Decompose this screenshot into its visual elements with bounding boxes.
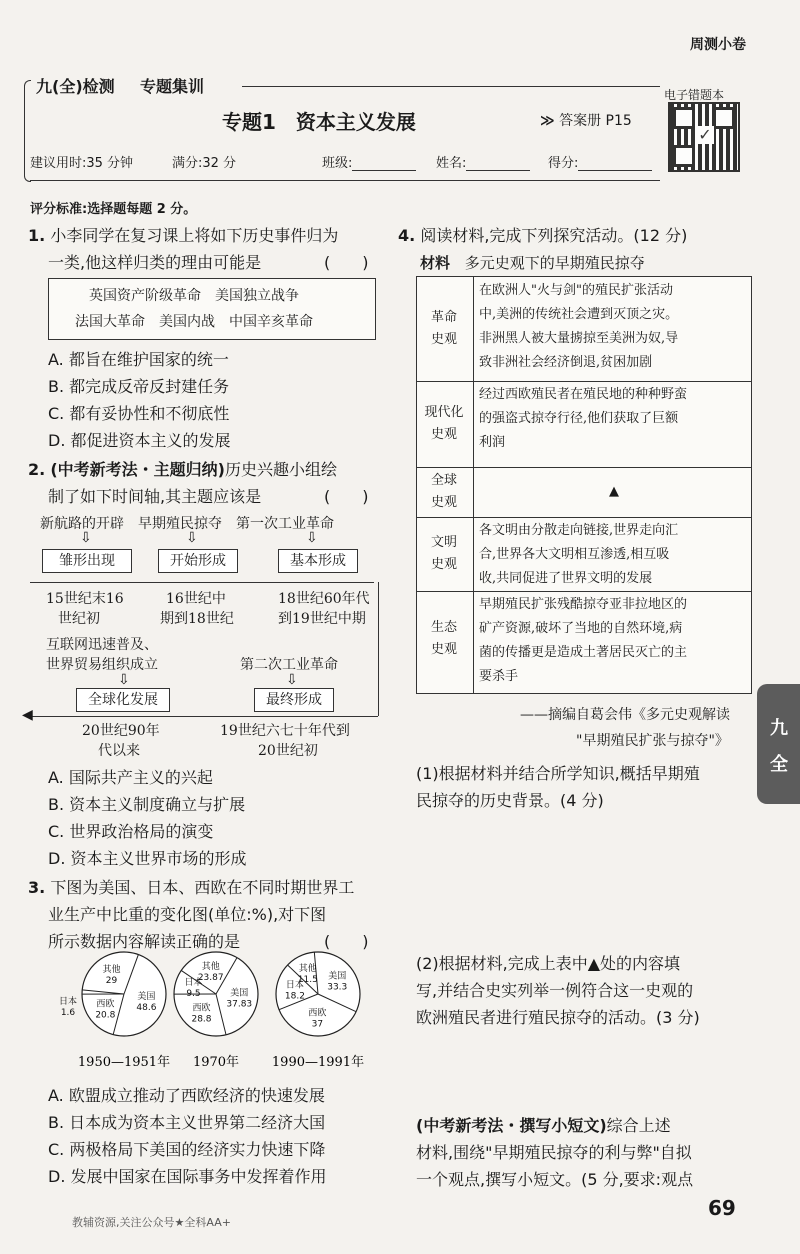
q4-sub2-line3: 欧洲殖民者进行殖民掠夺的活动。(3 分) [416,1008,700,1027]
pie-slice-value: 37.83 [226,999,253,1010]
qr-code-icon[interactable] [668,102,740,172]
arrow-down-icon: ⇩ [118,672,130,688]
q2-option-c[interactable]: C. 世界政治格局的演变 [48,822,214,841]
tl-arrow-left-icon: ◀ [22,707,33,723]
pie-slice-value: 33.3 [327,982,348,993]
q3-options [48,1082,327,1190]
q4-material-table [416,276,752,694]
q4-sub2 [416,950,700,1031]
table-row-label [417,307,471,351]
pie-slice-label: 西欧 [192,1003,211,1014]
q2-stem-line1: 历史兴趣小组绘 [224,460,337,479]
corner-label: 周测小卷 [690,37,746,53]
q4-number: 4. [398,226,416,245]
q1-stem-line2: 一类,他这样归类的理由可能是 [48,253,262,272]
table-row-text [479,519,749,591]
double-chevron-icon: ≫ [540,113,555,129]
table-row-label [417,617,471,661]
q3-option-a[interactable]: A. 欧盟成立推动了西欧经济的快速发展 [48,1086,325,1105]
side-tab [757,684,800,804]
pie-charts [40,950,380,1080]
page-title: 专题1 资本主义发展 [222,110,416,134]
pie-slice-label: 美国 [328,971,347,982]
q2-options [48,764,247,872]
pie-slice-value: 18.2 [284,991,305,1002]
pie-slice-label: 美国 [230,988,249,999]
pie-slice-value: 23.87 [197,973,224,984]
tl-time-2b: 期到18世纪 [160,611,234,627]
class-field[interactable] [322,152,416,171]
header-rule-bottom [30,180,660,181]
scoring-standard: 评分标准:选择题每题 2 分。 [30,202,197,217]
pie-slice-label: 其他 [102,965,121,976]
q3-option-b[interactable]: B. 日本成为资本主义世界第二经济大国 [48,1113,326,1132]
q4-sub3 [416,1112,693,1193]
q3-option-d[interactable]: D. 发展中国家在国际事务中发挥着作用 [48,1167,327,1186]
pie-slice-label: 西欧 [308,1008,327,1019]
arrow-down-icon: ⇩ [306,530,318,546]
q2-stem [28,456,388,510]
tl-time-1b: 世纪初 [58,611,100,627]
q4-sub1-answer-area[interactable] [416,820,746,940]
arrow-down-icon: ⇩ [186,530,198,546]
pie-slice-label: 其他 [298,963,317,974]
q4-source-line1: ——摘编自葛会伟《多元史观解读 [520,707,730,723]
table-row-label-line1: 文明 [430,535,457,550]
table-row-line: 非洲黑人被大量掳掠至美洲为奴,导 [479,331,679,346]
header-rule-top [242,86,660,87]
table-row-label-line2: 史观 [430,332,457,347]
table-row-label [417,402,471,446]
table-row-line: 矿产资源,破坏了当地的自然环境,病 [479,621,683,636]
q1-box-line1: 英国资产阶级革命 美国独立战争 [89,288,299,304]
table-row-divider [417,381,751,382]
table-row-line: 中,美洲的传统社会遭到灭顶之灾。 [479,307,679,322]
table-row-line: 各文明由分散走向链接,世界走向汇 [479,523,679,538]
table-row-line: 早期殖民扩张残酷掠夺亚非拉地区的 [479,597,688,612]
name-field[interactable] [436,152,530,171]
q4-sub1-line2: 民掠夺的历史背景。(4 分) [416,791,604,810]
pie-slice-value: 20.8 [95,1010,116,1021]
q2-tag: (中考新考法・主题归纳) [50,460,225,479]
q2-number: 2. [28,460,46,479]
q4-stem [398,222,687,249]
table-row-divider [417,591,751,592]
pie-slice-value: 29 [105,976,118,987]
q2-option-a[interactable]: A. 国际共产主义的兴起 [48,768,213,787]
table-row-text [479,279,749,375]
table-row-divider [417,467,751,468]
score-blank[interactable] [578,154,652,171]
series-label: 九(全)检测 [36,77,115,96]
pie-slice-label: 西欧 [96,999,115,1010]
table-row-line: ▲ [609,484,619,499]
q2-option-b[interactable]: B. 资本主义制度确立与扩展 [48,795,246,814]
tl-time-5b: 20世纪初 [258,743,318,759]
tl-stage-3: 基本形成 [278,549,358,573]
q1-stem [28,222,388,276]
q2-option-d[interactable]: D. 资本主义世界市场的形成 [48,849,247,868]
q4-source-line2: "早期殖民扩张与掠夺"》 [576,733,729,749]
q1-options [48,346,231,454]
pie-slice-label: 日本 [58,997,78,1007]
table-row-line: 合,世界各大文明相互渗透,相互吸 [479,547,670,562]
collection-label: 专题集训 [140,77,205,96]
q1-answer-paren[interactable]: ( ) [324,253,369,272]
q4-material-label: 材料 [420,254,451,272]
pie-slice-label: 日本 [184,978,203,989]
q1-option-a[interactable]: A. 都旨在维护国家的统一 [48,350,229,369]
q3-stem-line3: 所示数据内容解读正确的是 [48,932,241,951]
q4-sub1 [416,760,700,814]
q1-option-b[interactable]: B. 都完成反帝反封建任务 [48,377,230,396]
q4-sub3-line1: 综合上述 [606,1116,671,1135]
pie-period-label: 1990—1991年 [271,1055,365,1070]
table-row-line: 的强盗式掠夺行径,他们获取了巨额 [479,411,679,426]
suggested-time: 建议用时:35 分钟 [30,156,134,171]
tl-stage-4: 全球化发展 [76,688,170,712]
answer-ref-text: 答案册 P15 [559,113,632,129]
table-row-line: 在欧洲人"火与剑"的殖民扩张活动 [479,283,673,298]
tl-top-events: 新航路的开辟 早期殖民掠夺 第一次工业革命 [40,516,334,532]
tl-axis-connector [372,582,379,716]
q1-events-box [48,278,376,340]
q4-stem-text: 阅读材料,完成下列探究活动。(12 分) [420,226,688,245]
q3-option-c[interactable]: C. 两极格局下美国的经济实力快速下降 [48,1140,326,1159]
tl-time-1a: 15世纪末16 [46,591,124,607]
tl-time-4b: 代以来 [98,743,140,759]
pie-slice-value: 9.5 [186,989,201,1000]
page-number: 69 [708,1196,736,1220]
tl-time-3b: 到19世纪中期 [278,611,366,627]
class-blank[interactable] [352,154,416,171]
side-tab-char-1: 九 [770,718,788,739]
tl-axis-bottom [30,716,378,717]
tl-time-4a: 20世纪90年 [82,723,160,739]
pie-slice-label: 美国 [137,992,156,1003]
q1-stem-line1: 小李同学在复习课上将如下历史事件归为 [50,226,339,245]
q3-answer-paren[interactable]: ( ) [324,932,369,951]
pie-slice-value: 1.6 [60,1008,76,1018]
table-column-divider [473,277,474,693]
q1-box-line2: 法国大革命 美国内战 中国辛亥革命 [75,314,313,330]
table-row-label-line2: 史观 [430,495,457,510]
q1-option-d[interactable]: D. 都促进资本主义的发展 [48,431,231,450]
table-row-label [417,470,471,514]
table-row-label-line1: 现代化 [424,405,464,420]
class-label: 班级: [322,156,353,171]
q3-number: 3. [28,878,46,897]
pie-slice-label: 其他 [201,962,220,973]
q4-sub3-line2: 材料,围绕"早期殖民掠夺的利与弊"自拟 [416,1143,692,1162]
answer-ref [540,110,632,130]
table-row-line: 利润 [479,435,506,450]
tl-left-event-2: 世界贸易组织成立 [46,657,158,673]
pie-slice-value: 11.5 [297,974,318,985]
name-label: 姓名: [436,156,467,171]
table-row-label-line1: 全球 [430,473,457,488]
q3-stem [28,874,388,955]
tl-time-5a: 19世纪六七十年代到 [220,723,350,739]
pie-slice-value: 48.6 [136,1003,157,1014]
q1-option-c[interactable]: C. 都有妥协性和不彻底性 [48,404,230,423]
table-row-label-line1: 革命 [430,310,457,325]
tl-left-event-1: 互联网迅速普及、 [46,637,158,653]
tl-right-event: 第二次工业革命 [240,657,338,673]
table-row-label-line2: 史观 [430,642,457,657]
arrow-down-icon: ⇩ [80,530,92,546]
table-row-label [417,532,471,576]
q4-sub1-line1: (1)根据材料并结合所学知识,概括早期殖 [416,764,700,783]
tl-time-2a: 16世纪中 [166,591,226,607]
table-row-line: 致非洲社会经济倒退,贫困加剧 [479,355,653,370]
table-row-line: 要杀手 [479,669,519,684]
q4-sub2-answer-area[interactable] [416,1036,746,1102]
q2-stem-line2: 制了如下时间轴,其主题应该是 [48,487,262,506]
table-row-label-line2: 史观 [430,557,457,572]
pie-slice-value: 28.8 [191,1014,212,1025]
side-tab-char-2: 全 [770,754,788,775]
pie-slice-value: 37 [311,1019,324,1030]
check-icon: ✓ [696,126,714,144]
q4-sub3-line3: 一个观点,撰写小短文。(5 分,要求:观点 [416,1170,694,1189]
q4-sub3-tag: (中考新考法・撰写小短文) [416,1116,607,1135]
pie-slice-label: 日本 [285,980,304,991]
q3-stem-line2: 业生产中比重的变化图(单位:%),对下图 [48,905,327,924]
q4-material-title: 多元史观下的早期殖民掠夺 [464,254,645,272]
pie-period-label: 1950—1951年 [77,1055,171,1070]
pie-period-label: 1970年 [192,1055,240,1070]
table-row-label-line2: 史观 [430,427,457,442]
footer-note: 教辅资源,关注公众号★全科AA+ [72,1216,231,1229]
table-row-text [479,383,749,455]
q4-sub2-line2: 写,并结合史实列举一例符合这一史观的 [416,981,694,1000]
arrow-down-icon: ⇩ [286,672,298,688]
tl-time-3a: 18世纪60年代 [278,591,370,607]
table-row-text[interactable] [479,480,749,504]
score-label: 得分: [548,156,579,171]
table-row-line: 菌的传播更是造成土著居民灭亡的主 [479,645,688,660]
name-blank[interactable] [466,154,530,171]
full-score: 满分:32 分 [172,156,237,171]
table-row-line: 经过西欧殖民者在殖民地的种种野蛮 [479,387,688,402]
tl-stage-2: 开始形成 [158,549,238,573]
tl-stage-5: 最终形成 [254,688,334,712]
table-row-divider [417,517,751,518]
qr-label: 电子错题本 [664,88,725,102]
q4-material-heading [420,252,645,273]
score-field[interactable] [548,152,652,171]
table-row-text [479,593,749,689]
table-row-label-line1: 生态 [430,620,457,635]
q1-number: 1. [28,226,46,245]
tl-stage-1: 雏形出现 [42,549,132,573]
q3-stem-line1: 下图为美国、日本、西欧在不同时期世界工 [50,878,355,897]
q2-answer-paren[interactable]: ( ) [324,487,369,506]
tl-axis-top [30,582,374,583]
q4-sub2-line1: (2)根据材料,完成上表中▲处的内容填 [416,954,681,973]
table-row-line: 收,共同促进了世界文明的发展 [479,571,653,586]
